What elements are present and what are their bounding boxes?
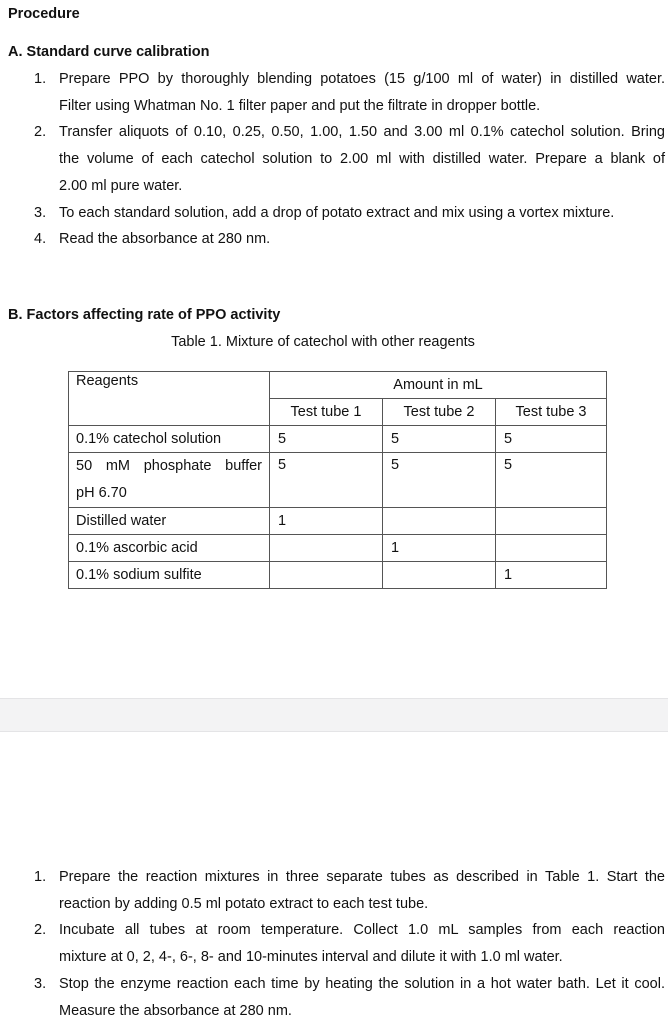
- reagent-cell: Distilled water: [69, 508, 270, 535]
- value-cell: 5: [270, 426, 383, 453]
- reagent-cell: 0.1% catechol solution: [69, 426, 270, 453]
- section-a-steps: [0, 66, 668, 253]
- value-cell: [383, 562, 496, 589]
- value-cell: 5: [383, 453, 496, 508]
- page-break-separator: [0, 698, 668, 732]
- value-cell: 5: [270, 453, 383, 508]
- table-row: [69, 426, 607, 453]
- value-cell: [270, 535, 383, 562]
- value-cell: [496, 535, 607, 562]
- value-cell: 1: [496, 562, 607, 589]
- page-title: Procedure: [8, 6, 80, 22]
- table-caption: Table 1. Mixture of catechol with other reagents: [171, 334, 475, 350]
- section-b-heading: B. Factors affecting rate of PPO activity: [8, 307, 281, 323]
- value-cell: [383, 508, 496, 535]
- header-tube-3: Test tube 3: [496, 399, 607, 426]
- header-amount: Amount in mL: [270, 372, 607, 399]
- table-row: [69, 508, 607, 535]
- list-item: 1. Prepare the reaction mixtures in three separate tubes as described in Table 1. Start the reaction by adding 0.5 ml potato extract to each test tube.: [34, 869, 665, 912]
- value-cell: 5: [383, 426, 496, 453]
- list-item: 2. Incubate all tubes at room temperature. Collect 1.0 mL samples from each reaction mixture at 0, 2, 4-, 6-, 8- and 10-minutes interval and dilute it with 1.0 ml water.: [34, 922, 665, 966]
- table-header-row: [69, 372, 607, 399]
- header-reagents: Reagents: [69, 372, 270, 426]
- value-cell: 1: [383, 535, 496, 562]
- list-item: 2. Transfer aliquots of 0.10, 0.25, 0.50, 1.00, 1.50 and 3.00 ml 0.1% catechol solution. Bring the volume of each catechol solution to 2.00 ml with distilled water. Prepare a blank of 2.00 ml pure water.: [34, 124, 665, 194]
- section-a-heading: A. Standard curve calibration: [8, 44, 210, 60]
- table-row: [69, 562, 607, 589]
- value-cell: 5: [496, 426, 607, 453]
- table-row: [69, 535, 607, 562]
- list-item: 3. Stop the enzyme reaction each time by heating the solution in a hot water bath. Let it cool. Measure the absorbance at 280 nm.: [34, 975, 665, 1019]
- header-tube-1: Test tube 1: [270, 399, 383, 426]
- section-b-steps: [0, 864, 668, 1024]
- list-item: 4. Read the absorbance at 280 nm.: [34, 231, 271, 248]
- value-cell: 1: [270, 508, 383, 535]
- value-cell: [496, 508, 607, 535]
- reagent-cell: 0.1% sodium sulfite: [69, 562, 270, 589]
- value-cell: [270, 562, 383, 589]
- list-item: 1. Prepare PPO by thoroughly blending potatoes (15 g/100 ml of water) in distilled water. Filter using Whatman No. 1 filter paper and put the filtrate in dropper bottle.: [34, 71, 665, 114]
- reagent-cell: 50 mM phosphate buffer pH 6.70: [69, 453, 270, 508]
- list-item: 3. To each standard solution, add a drop of potato extract and mix using a vortex mixture.: [34, 204, 615, 221]
- table-row: [69, 453, 607, 508]
- reagent-cell: 0.1% ascorbic acid: [69, 535, 270, 562]
- header-tube-2: Test tube 2: [383, 399, 496, 426]
- reagent-table: [68, 371, 607, 589]
- value-cell: 5: [496, 453, 607, 508]
